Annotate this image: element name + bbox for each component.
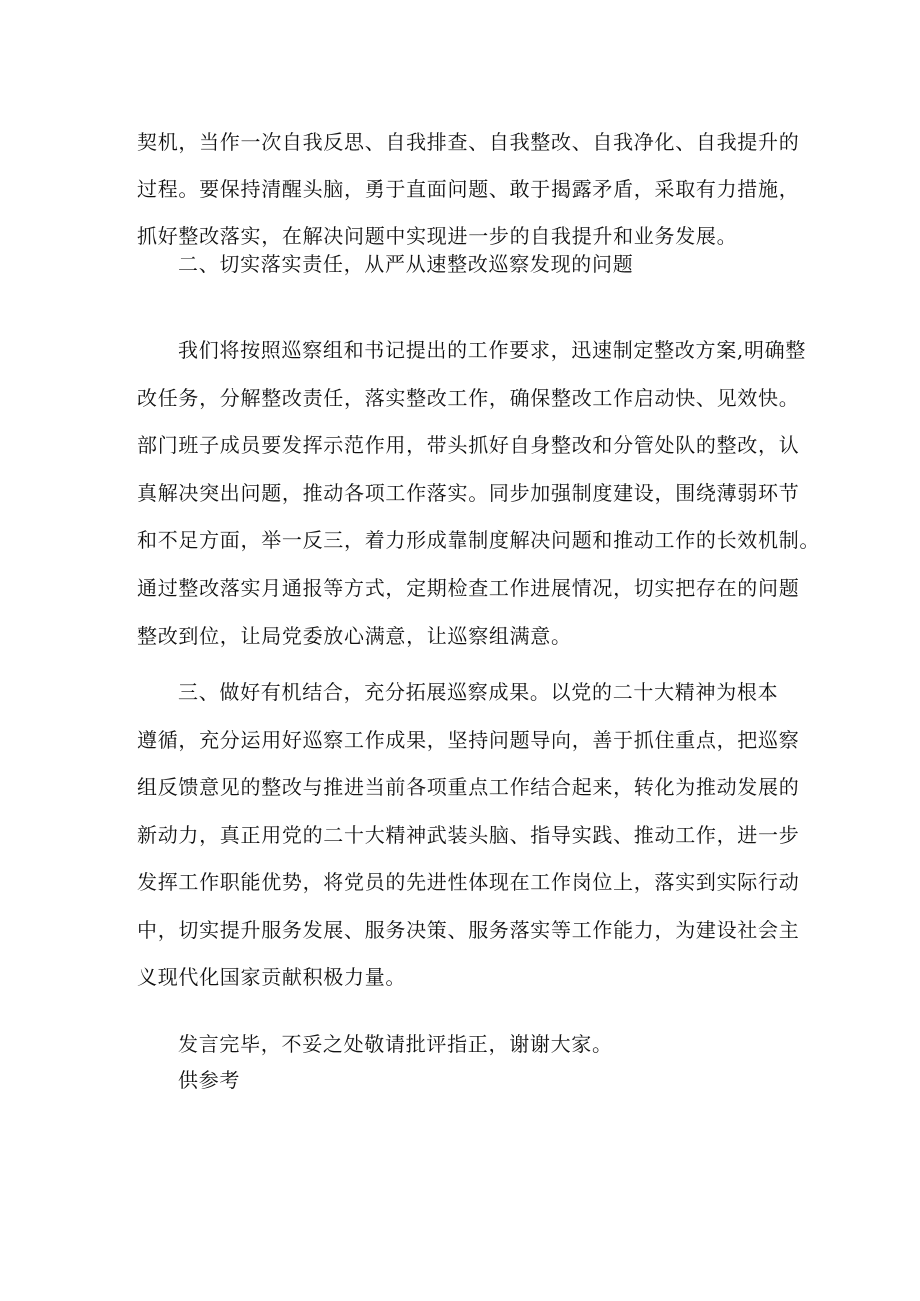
paragraph-line: 过程。要保持清醒头脑，勇于直面问题、敢于揭露矛盾，采取有力措施，	[137, 177, 800, 201]
reference-note: 供参考	[178, 1068, 241, 1092]
paragraph-line: 真解决突出问题，推动各项工作落实。同步加强制度建设，围绕薄弱环节	[137, 481, 800, 505]
paragraph-line: 组反馈意见的整改与推进当前各项重点工作结合起来，转化为推动发展的	[137, 775, 800, 799]
paragraph-line: 义现代化国家贡献积极力量。	[137, 965, 407, 989]
paragraph-line: 和不足方面，举一反三，着力形成靠制度解决问题和推动工作的长效机制。	[137, 528, 821, 552]
paragraph-line: 新动力，真正用党的二十大精神武装头脑、指导实践、推动工作，进一步	[137, 823, 800, 847]
paragraph-line: 通过整改落实月通报等方式，定期检查工作进展情况，切实把存在的问题	[137, 576, 800, 600]
closing-remark: 发言完毕，不妥之处敬请批评指正，谢谢大家。	[178, 1032, 613, 1056]
paragraph-line: 中，切实提升服务发展、服务决策、服务落实等工作能力，为建设社会主	[137, 918, 800, 942]
section-heading: 二、切实落实责任，从严从速整改巡察发现的问题	[178, 252, 634, 276]
paragraph-line: 部门班子成员要发挥示范作用，带头抓好自身整改和分管处队的整改，认	[137, 433, 800, 457]
paragraph-line: 遵循，充分运用好巡察工作成果，坚持问题导向，善于抓住重点，把巡察	[137, 728, 800, 752]
paragraph-line: 发挥工作职能优势，将党员的先进性体现在工作岗位上，落实到实际行动	[137, 870, 800, 894]
paragraph-line: 抓好整改落实，在解决问题中实现进一步的自我提升和业务发展。	[137, 224, 738, 248]
paragraph-line: 我们将按照巡察组和书记提出的工作要求，迅速制定整改方案,明确整	[178, 338, 807, 362]
paragraph-line: 整改到位，让局党委放心满意，让巡察组满意。	[137, 624, 572, 648]
section-heading: 三、做好有机结合，充分拓展巡察成果。以党的二十大精神为根本	[178, 680, 779, 704]
paragraph-line: 契机，当作一次自我反思、自我排查、自我整改、自我净化、自我提升的	[137, 130, 800, 154]
paragraph-line: 改任务，分解整改责任，落实整改工作，确保整改工作启动快、见效快。	[137, 386, 800, 410]
